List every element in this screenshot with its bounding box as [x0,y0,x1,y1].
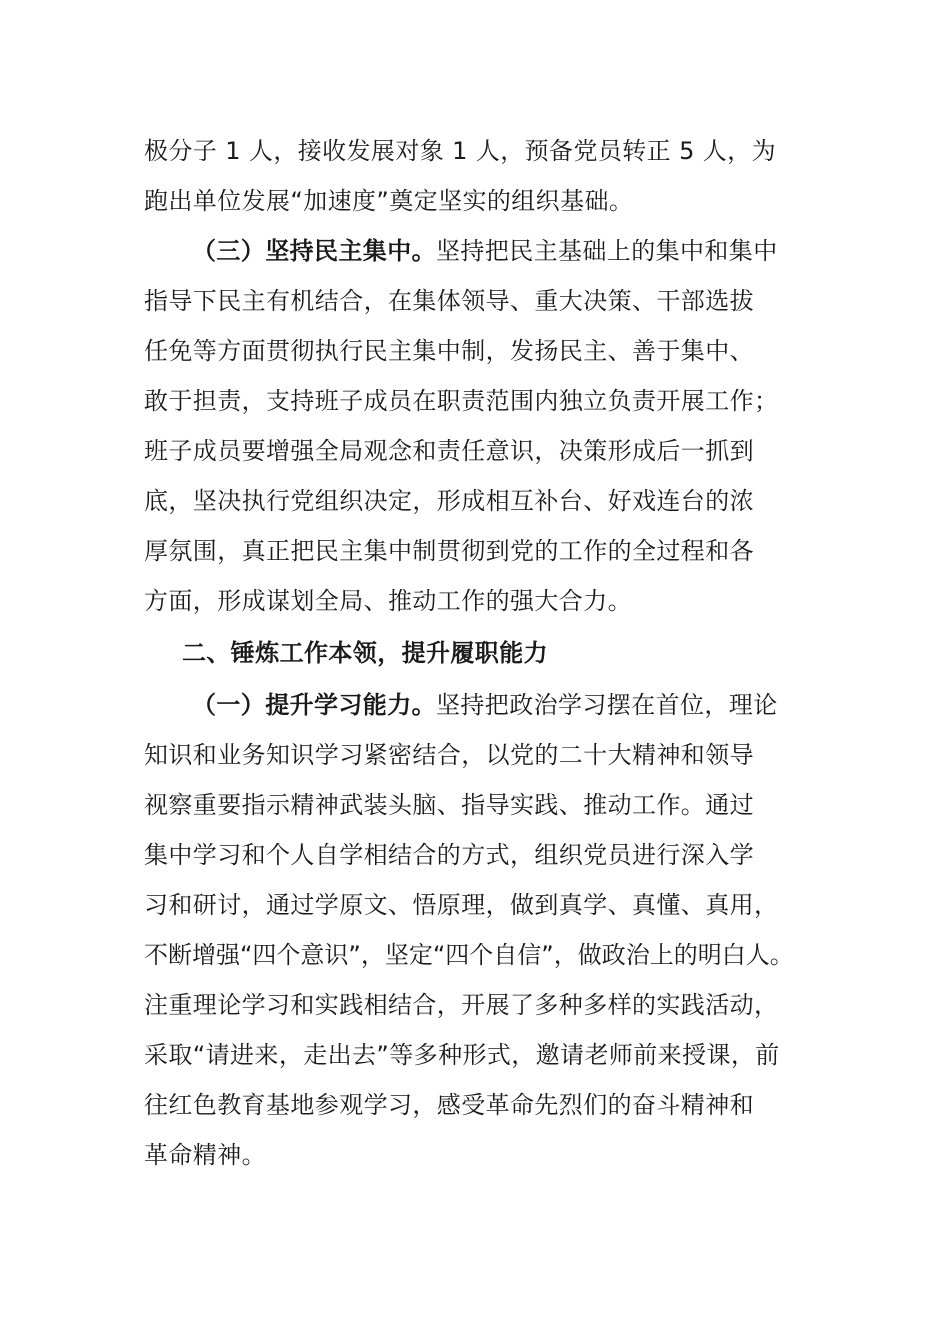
text-line: 指导下民主有机结合，在集体领导、重大决策、干部选拔 [144,287,754,315]
text-line: 方面，形成谋划全局、推动工作的强大合力。 [144,587,632,615]
text-line: 底，坚决执行党组织决定，形成相互补台、好戏连台的浓 [144,487,754,515]
text-line: （三）坚持民主集中。坚持把民主基础上的集中和集中 [192,237,778,265]
text-line: 跑出单位发展“加速度”奠定坚实的组织基础。 [144,187,634,215]
subsection-heading: （一）提升学习能力。 [192,691,436,719]
text-line: 往红色教育基地参观学习，感受革命先烈们的奋斗精神和 [144,1091,754,1119]
text-line: 班子成员要增强全局观念和责任意识，决策形成后一抓到 [144,437,754,465]
text-line: 不断增强“四个意识”，坚定“四个自信”，做政治上的明白人。 [144,941,794,969]
text-line: 知识和业务知识学习紧密结合，以党的二十大精神和领导 [144,741,754,769]
text-line: 敢于担责，支持班子成员在职责范围内独立负责开展工作； [144,387,779,415]
text-line: 革命精神。 [144,1141,266,1169]
text-line: 任免等方面贯彻执行民主集中制，发扬民主、善于集中、 [144,337,754,365]
section-heading: 二、锤炼工作本领，提升履职能力 [182,639,548,667]
text-line: 集中学习和个人自学相结合的方式，组织党员进行深入学 [144,841,754,869]
text-line: （一）提升学习能力。坚持把政治学习摆在首位，理论 [192,691,778,719]
text-line: 采取“请进来，走出去”等多种形式，邀请老师前来授课，前 [144,1041,780,1069]
text-line: 极分子 1 人，接收发展对象 1 人，预备党员转正 5 人，为 [144,137,776,165]
text-line: 视察重要指示精神武装头脑、指导实践、推动工作。通过 [144,791,754,819]
text-line: 厚氛围，真正把民主集中制贯彻到党的工作的全过程和各 [144,537,754,565]
text-line: 习和研讨，通过学原文、悟原理，做到真学、真懂、真用， [144,891,779,919]
subsection-heading: （三）坚持民主集中。 [192,237,436,265]
text-line: 注重理论学习和实践相结合，开展了多种多样的实践活动， [144,991,779,1019]
